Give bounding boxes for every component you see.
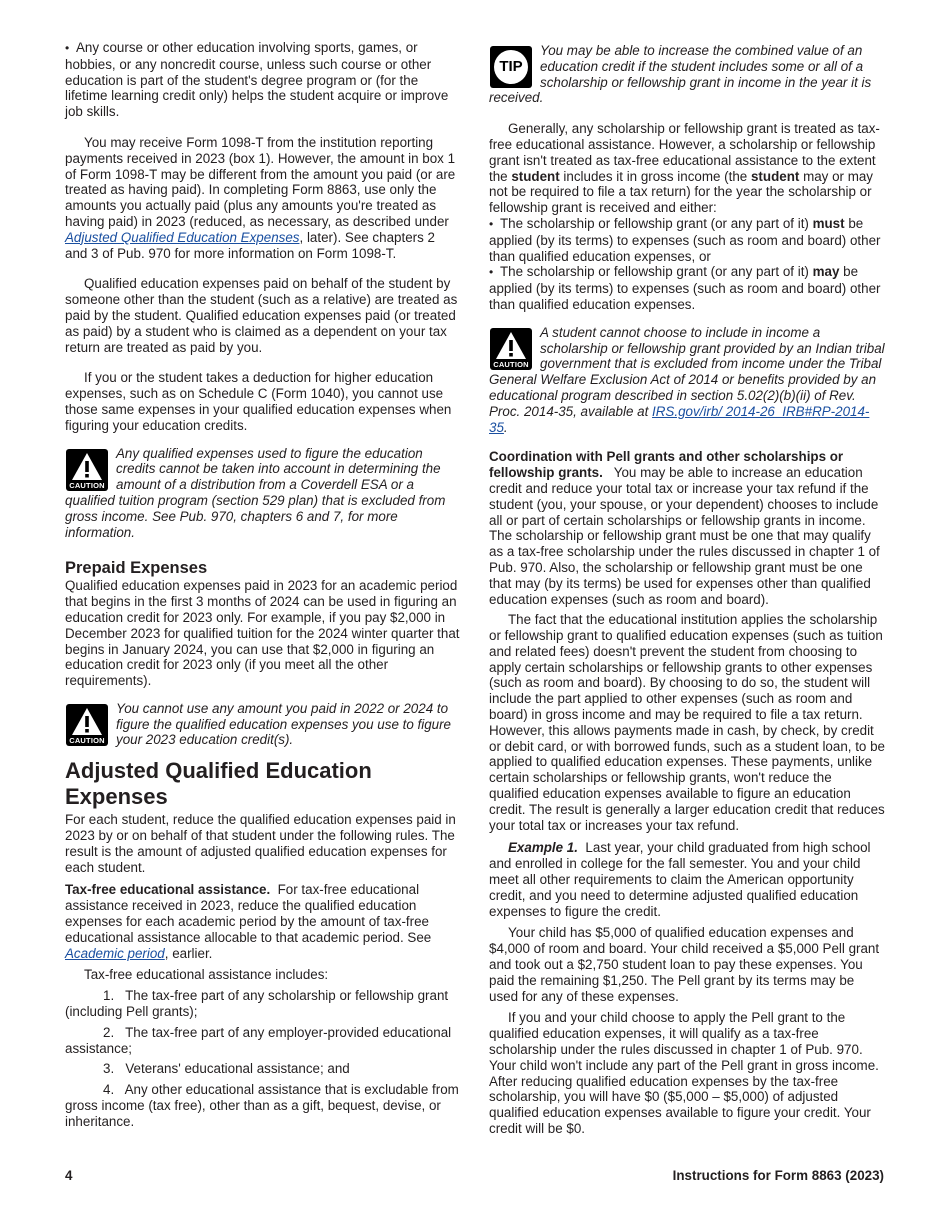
page-number: 4 — [65, 1168, 73, 1183]
bullet-must: • The scholarship or fellowship grant (or any part of it) must be applied (by its terms) to expenses (such as room and board) other than qualified education expenses, or — [489, 216, 885, 264]
tip-note — [489, 43, 885, 106]
heading-prepaid-expenses: Prepaid Expenses — [65, 559, 208, 578]
paragraph-example-1: Example 1. Last year, your child graduated from high school and enrolled in college for the fall semester. You and your child meet all other requirements to claim the American opportunity credit, and you need to determine adjusted qualified education expenses to figure the credit. — [489, 840, 871, 919]
paragraph-includes: Tax-free educational assistance includes: — [84, 967, 329, 983]
right-column — [489, 40, 885, 1137]
paragraph-paid-on-behalf: Qualified education expenses paid on behalf of the student by someone other than the student (such as a relative) are treated as paid by the student. Qualified education expenses paid (or treated as paid) by a student who is claimed as a dependent on your tax return are treated as paid by you. — [65, 276, 458, 355]
paragraph-apply-pell: If you and your child choose to apply the Pell grant to the qualified education expenses, it will qualify as a tax-free scholarship under the rules discussed in chapter 1 of Pub. 970. Your child won't include any part of the Pell grant in gross income. After reducing qualified education expenses by the tax-free scholarship, you will have $0 ($5,000 – $5,000) of adjusted qualified education expenses available to figure your credit. Your credit will be $0. — [489, 1010, 879, 1136]
bullet-may: • The scholarship or fellowship grant (or any part of it) may be applied (by its terms) to expenses (such as room and board) other than qualified education expenses. — [489, 264, 885, 312]
caution-icon: CAUTION — [490, 328, 532, 370]
caution-text: You cannot use any amount you paid in 2022 or 2024 to figure the qualified education expenses you use to figure your 2023 education credit(s). — [116, 700, 451, 748]
paragraph-aqee-intro: For each student, reduce the qualified education expenses paid in 2023 by or on behalf of that student under the following rules. The result is the amount of adjusted qualified education expenses for each student. — [65, 812, 456, 875]
paragraph-coordination: Coordination with Pell grants and other scholarships or fellowship grants. You may be able to increase an education credit and reduce your total tax or increase your tax refund if the student (you, your spouse, or your dependent) chooses to include all or part of certain scholarships or fellowship grants in income. The scholarship or fellowship grant must be one that may qualify as a tax-free scholarship under the rules discussed in chapter 1 of Pub. 970. Also, the scholarship or fellowship grant must be one that may (by its terms) be used for expenses other than qualified education expenses (such as room and board). — [489, 449, 880, 607]
paragraph-deduction: If you or the student takes a deduction for higher education expenses, such as on Schedule C (Form 1040), you cannot use those same expenses in your qualified education expenses when figuring your education credits. — [65, 370, 452, 433]
caution-icon: CAUTION — [66, 449, 108, 491]
caution-text: Any qualified expenses used to figure the education credits cannot be taken into account in determining the amount of a distribution from a Coverdell ESA or a qualified tuition program (section 529 plan) that is excluded from gross income. See Pub. 970, chapters 6 and 7, for more information. — [65, 445, 446, 540]
heading-adjusted-qualified-education-expenses: Adjusted Qualified Education Expenses — [65, 758, 372, 810]
paragraph-1098t: You may receive Form 1098-T from the institution reporting payments received in 2023 (box 1). However, the amount in box 1 of Form 1098-T may be different from the amount you paid (or are treated as having paid). In completing Form 8863, use only the amounts you actually paid (plus any amounts you're treated as having paid) in 2023 (reduced, as necessary, as described under Adjusted Qualified Education Expenses, later). See chapters 2 and 3 of Pub. 970 for more information on Form 1098-T. — [65, 134, 456, 261]
paragraph-fact: The fact that the educational institution applies the scholarship or fellowship grant to qualified education expenses (such as tuition and related fees) doesn't prevent the student from choosing to apply certain scholarships or fellowship grants to other expenses (such as room and board). By choosing to do so, the student will include the part applied to other expenses (such as room and board) in gross income and may be required to file a tax return. However, this allows payments made in cash, by check, by credit or debit card, or with borrowed funds, such as a student loan, to be applied to qualified education expenses. These payments, unlike certain scholarships or fellowship grants, won't reduce the qualified education expenses available to figure an education credit. The result is generally a larger education credit that reduces your total tax or increases your tax refund. — [489, 612, 885, 833]
paragraph-generally: Generally, any scholarship or fellowship grant is treated as tax-free educational assistance. However, a scholarship or fellowship grant isn't treated as tax-free educational assistance to the extent the student includes it in gross income (the student may or may not be required to file a tax return) for the year the scholarship or fellowship grant is received and either: — [489, 121, 880, 216]
link-adjusted-qualified-education-expenses[interactable]: Adjusted Qualified Education Expenses — [65, 229, 300, 245]
list-item: 3. Veterans' educational assistance; and — [103, 1061, 350, 1077]
tip-text: You may be able to increase the combined value of an education credit if the student includes some or all of a scholarship or fellowship grant in income in the year it is received. — [489, 43, 872, 106]
paragraph-tax-free-assistance: Tax-free educational assistance. For tax-free educational assistance received in 2023, reduce the qualified education expenses for each academic period by the amount of tax-free educational assistance allocable to that academic period. See Academic period, earlier. — [65, 882, 432, 961]
footer-title: Instructions for Form 8863 (2023) — [672, 1168, 884, 1183]
bullet-sports: • Any course or other education involving sports, games, or hobbies, or any noncredit course, unless such course or other education is part of the student's degree program or (for the lifetime learning credit only) helps the student acquire or improve job skills. — [65, 40, 461, 120]
paragraph-prepaid: Qualified education expenses paid in 2023 for an academic period that begins in the first 3 months of 2024 can be used in figuring an education credit for 2023 only. For example, if you pay $2,000 in December 2023 for qualified tuition for the 2024 winter quarter that begins in January 2024, you can use that $2,000 in figuring an education credit for 2023 only (if you meet all the other requirements). — [65, 578, 460, 689]
caution-note-coverdell — [65, 446, 461, 541]
paragraph-child-expenses: Your child has $5,000 of qualified education expenses and $4,000 of room and board. Your child received a $5,000 Pell grant and took out a $2,750 student loan to pay these expenses. You paid the remaining $1,250. The Pell grant by its terms may be used for any of these expenses. — [489, 925, 880, 1004]
tip-icon: TIP — [490, 46, 532, 88]
list-item: 2. The tax-free part of any employer-provided educational assistance; — [65, 1024, 452, 1056]
list-item: 1. The tax-free part of any scholarship or fellowship grant (including Pell grants); — [65, 988, 449, 1020]
left-column — [65, 40, 461, 1130]
caution-note-tribal: CAUTION A student cannot choose to include in income a scholarship or fellowship grant provided by an Indian tribal government that is excluded from income under the Tribal General Welfare Exclusion Act of 2014 or benefits provided by an educational program described in section 5.02(2)(b)(ii) of Rev. Proc. 2014-35, available at IRS.gov/irb/ 2014-26_IRB#RP-2014-35. — [489, 324, 885, 435]
link-academic-period[interactable]: Academic period — [65, 945, 165, 961]
caution-icon: CAUTION — [66, 704, 108, 746]
list-item: 4. Any other educational assistance that is excludable from gross income (tax free), other than as a gift, bequest, devise, or inheritance. — [65, 1082, 459, 1129]
link-irs-gov-irb[interactable]: IRS.gov/irb/ 2014-26_IRB#RP-2014-35 — [489, 403, 870, 435]
caution-note-2022-2024 — [65, 701, 461, 748]
